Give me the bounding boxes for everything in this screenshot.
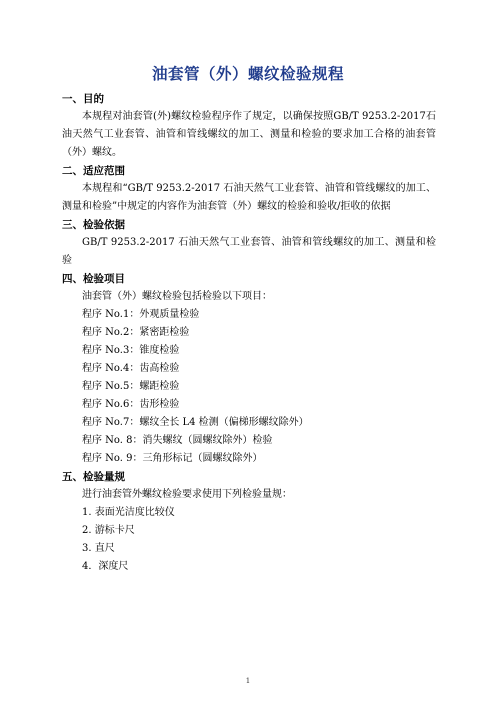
- list-item: 2. 游标卡尺: [82, 525, 135, 536]
- section-paragraph: 本规程和“GB/T 9253.2-2017 石油天然气工业套管、油管和管线螺纹的加工、测量和检验”中规定的内容作为油套管（外）螺纹的检验和验收/拒收的依据: [62, 183, 436, 212]
- section-heading: 三、检验依据: [62, 219, 125, 231]
- list-item: 程序 No.6：齿形检验: [82, 399, 180, 410]
- document-body: [62, 90, 436, 576]
- page-number: 1: [245, 677, 251, 685]
- section-heading: 二、适应范围: [62, 165, 125, 177]
- section-heading: 五、检验量规: [62, 471, 125, 483]
- list-item: 3. 直尺: [82, 543, 115, 554]
- section-paragraph: 本规程对油套管(外)螺纹检验程序作了规定，以确保按照GB/T 9253.2-2017石油天然气工业套管、油管和管线螺纹的加工、测量和检验的要求加工合格的油套管（外）螺纹。: [62, 111, 436, 158]
- list-item: 程序 No. 9：三角形标记（圆螺纹除外）: [82, 453, 263, 464]
- section-purpose: [62, 90, 436, 162]
- section-intro: 进行油套管外螺纹检验要求使用下列检验量规：: [82, 489, 292, 500]
- section-basis: [62, 216, 436, 270]
- list-item: 程序 No.3：锥度检验: [82, 345, 180, 356]
- section-scope: [62, 162, 436, 216]
- list-item: 程序 No.1：外观质量检验: [82, 309, 200, 320]
- section-inspection-items: [62, 270, 436, 468]
- list-item: 程序 No.4：齿高检验: [82, 363, 180, 374]
- list-item: 程序 No.5：螺距检验: [82, 381, 180, 392]
- section-intro: 油套管（外）螺纹检验包括检验以下项目：: [82, 291, 272, 302]
- section-heading: 四、检验项目: [62, 273, 125, 285]
- document-title: 油套管（外）螺纹检验规程: [151, 64, 344, 83]
- section-paragraph: GB/T 9253.2-2017 石油天然气工业套管、油管和管线螺纹的加工、测量和检验: [62, 237, 436, 266]
- list-item: 程序 No.7：螺纹全长 L4 检测（偏梯形螺纹除外）: [82, 417, 309, 428]
- list-item: 程序 No. 8：消失螺纹（圆螺纹除外）检验: [82, 435, 273, 446]
- list-item: 4．深度尺: [82, 561, 129, 572]
- list-item: 1. 表面光洁度比较仪: [82, 507, 175, 518]
- section-heading: 一、目的: [62, 93, 104, 105]
- section-gauges: [62, 468, 436, 576]
- list-item: 程序 No.2：紧密距检验: [82, 327, 190, 338]
